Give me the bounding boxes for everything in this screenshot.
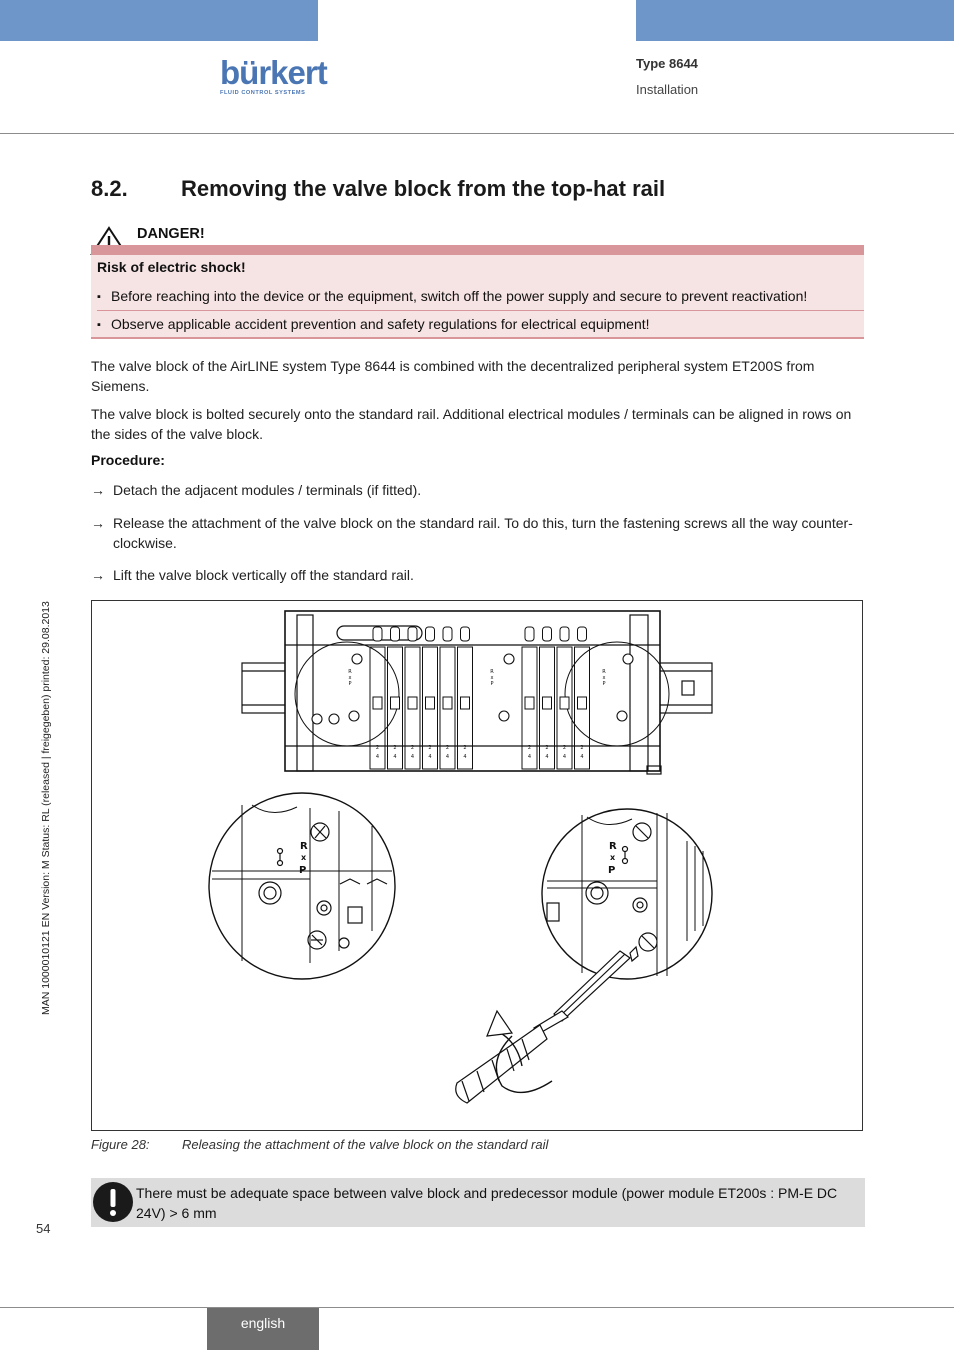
- body-paragraph: The valve block is bolted securely onto the standard rail. Additional electrical modules / terminals can be aligned in rows on the sides of the valve block.: [91, 406, 852, 442]
- figure-label: Figure 28:: [91, 1137, 150, 1152]
- valve-coil: [560, 697, 569, 709]
- figure-caption: [91, 1137, 548, 1152]
- screw-icon: [623, 654, 633, 664]
- section-title: Removing the valve block from the top-hat rail: [181, 176, 666, 201]
- procedure-step: [91, 513, 863, 553]
- valve-coil: [426, 697, 435, 709]
- port-label: 2: [580, 745, 584, 751]
- port-label: 2: [428, 745, 432, 751]
- port-label: 4: [580, 754, 584, 760]
- valve-block-illustration: [92, 601, 862, 1130]
- port-letter: x: [348, 675, 352, 681]
- procedure-step-text: Release the attachment of the valve block on the standard rail. To do this, turn the fastening screws all the way counter-clockwise.: [113, 515, 853, 551]
- footer-divider: [0, 1307, 954, 1308]
- svg-text:P: P: [608, 865, 616, 876]
- svg-text:x: x: [610, 853, 616, 862]
- port-label: 4: [527, 754, 532, 760]
- port-letter: P: [490, 681, 494, 687]
- valve-coil: [373, 697, 382, 709]
- arrow-right-icon: →: [91, 482, 105, 498]
- screw-icon: [504, 654, 514, 664]
- port-label: 2: [375, 745, 380, 751]
- manual-override-knob: [408, 627, 417, 641]
- port-letter: P: [602, 681, 606, 687]
- exclamation-icon: [92, 1181, 134, 1223]
- figure-caption-text: Releasing the attachment of the valve block on the standard rail: [182, 1137, 549, 1152]
- procedure-step: [91, 480, 863, 500]
- danger-item-text: Observe applicable accident prevention and safety regulations for electrical equipment!: [111, 316, 650, 332]
- port-label: 4: [410, 754, 415, 760]
- svg-text:R: R: [609, 841, 617, 852]
- screw-icon: [352, 654, 362, 664]
- danger-bar: [91, 245, 864, 255]
- manual-override-knob: [443, 627, 452, 641]
- procedure-step-text: Detach the adjacent modules / terminals (if fitted).: [113, 482, 422, 498]
- port-label: 4: [562, 754, 567, 760]
- screw-icon: [329, 714, 339, 724]
- screw-icon: [349, 711, 359, 721]
- screw-icon: [617, 711, 627, 721]
- header-band-left: [0, 0, 318, 41]
- port-label: 2: [562, 745, 567, 751]
- port-label: 4: [393, 754, 397, 760]
- burkert-logo: [220, 54, 327, 98]
- port-label: 4: [445, 754, 450, 760]
- language-label[interactable]: english: [240, 1315, 286, 1331]
- logo-wordmark: bürkert: [220, 54, 327, 91]
- valve-coil: [578, 697, 587, 709]
- valve-coil: [525, 697, 534, 709]
- procedure-label: Procedure:: [91, 452, 165, 468]
- port-label: 2: [463, 745, 467, 751]
- port-label: 2: [410, 745, 415, 751]
- manual-override-knob: [391, 627, 400, 641]
- arrow-right-icon: →: [91, 567, 105, 583]
- valve-coil: [391, 697, 400, 709]
- manual-override-knob: [426, 627, 435, 641]
- note-text: There must be adequate space between valve block and predecessor module (power module ET200s : PM-E DC 24V) > 6 mm: [136, 1185, 838, 1221]
- valve-coil: [461, 697, 470, 709]
- manual-override-knob: [560, 627, 569, 641]
- danger-item: [97, 288, 807, 304]
- valve-coil: [443, 697, 452, 709]
- arrow-right-icon: →: [91, 515, 105, 531]
- port-label: 2: [445, 745, 450, 751]
- danger-item-text: Before reaching into the device or the equipment, switch off the power supply and secure to prevent reactivation!: [111, 288, 808, 304]
- logo-subtitle: FLUID CONTROL SYSTEMS: [220, 90, 306, 96]
- manual-override-knob: [578, 627, 587, 641]
- port-letter: R: [602, 669, 606, 675]
- danger-item: [97, 316, 650, 332]
- port-label: 4: [545, 754, 549, 760]
- danger-separator: [97, 310, 864, 311]
- section-heading: [91, 176, 665, 202]
- section-number: 8.2.: [91, 176, 128, 201]
- figure-frame: [91, 600, 863, 1131]
- bullet-square-icon: ▪: [97, 319, 101, 331]
- port-letter: x: [602, 675, 606, 681]
- body-paragraph: The valve block of the AirLINE system Type 8644 is combined with the decentralized peripheral system ET200S from Siemens.: [91, 358, 815, 394]
- svg-text:P: P: [299, 865, 307, 876]
- port-label: 2: [545, 745, 549, 751]
- port-letter: P: [348, 681, 352, 687]
- procedure-step-text: Lift the valve block vertically off the standard rail.: [113, 567, 414, 583]
- port-label: 2: [393, 745, 397, 751]
- manual-override-knob: [461, 627, 470, 641]
- page-number: 54: [36, 1221, 51, 1236]
- danger-label: DANGER!: [137, 226, 205, 242]
- port-label: 4: [428, 754, 432, 760]
- port-letter: x: [490, 675, 494, 681]
- document-type: Type 8644: [636, 56, 698, 71]
- manual-override-knob: [525, 627, 534, 641]
- manual-override-knob: [543, 627, 552, 641]
- port-letter: R: [348, 669, 352, 675]
- svg-text:R: R: [300, 841, 308, 852]
- header-band-right: [636, 0, 954, 41]
- port-label: 4: [375, 754, 380, 760]
- manual-override-knob: [373, 627, 382, 641]
- port-label: 4: [463, 754, 467, 760]
- valve-coil: [408, 697, 417, 709]
- bullet-square-icon: ▪: [97, 291, 101, 303]
- procedure-step: [91, 565, 863, 585]
- port-label: 2: [527, 745, 532, 751]
- chapter-name: Installation: [636, 82, 699, 97]
- danger-risk-text: Risk of electric shock!: [97, 259, 246, 275]
- port-letter: R: [490, 669, 494, 675]
- header-divider: [0, 133, 954, 134]
- screw-icon: [499, 711, 509, 721]
- document-metadata-side-note: MAN 1000010121 EN Version: M Status: RL (released | freigegeben) printed: 29.08.2013: [40, 601, 52, 1015]
- svg-text:x: x: [301, 853, 307, 862]
- screw-icon: [312, 714, 322, 724]
- valve-coil: [543, 697, 552, 709]
